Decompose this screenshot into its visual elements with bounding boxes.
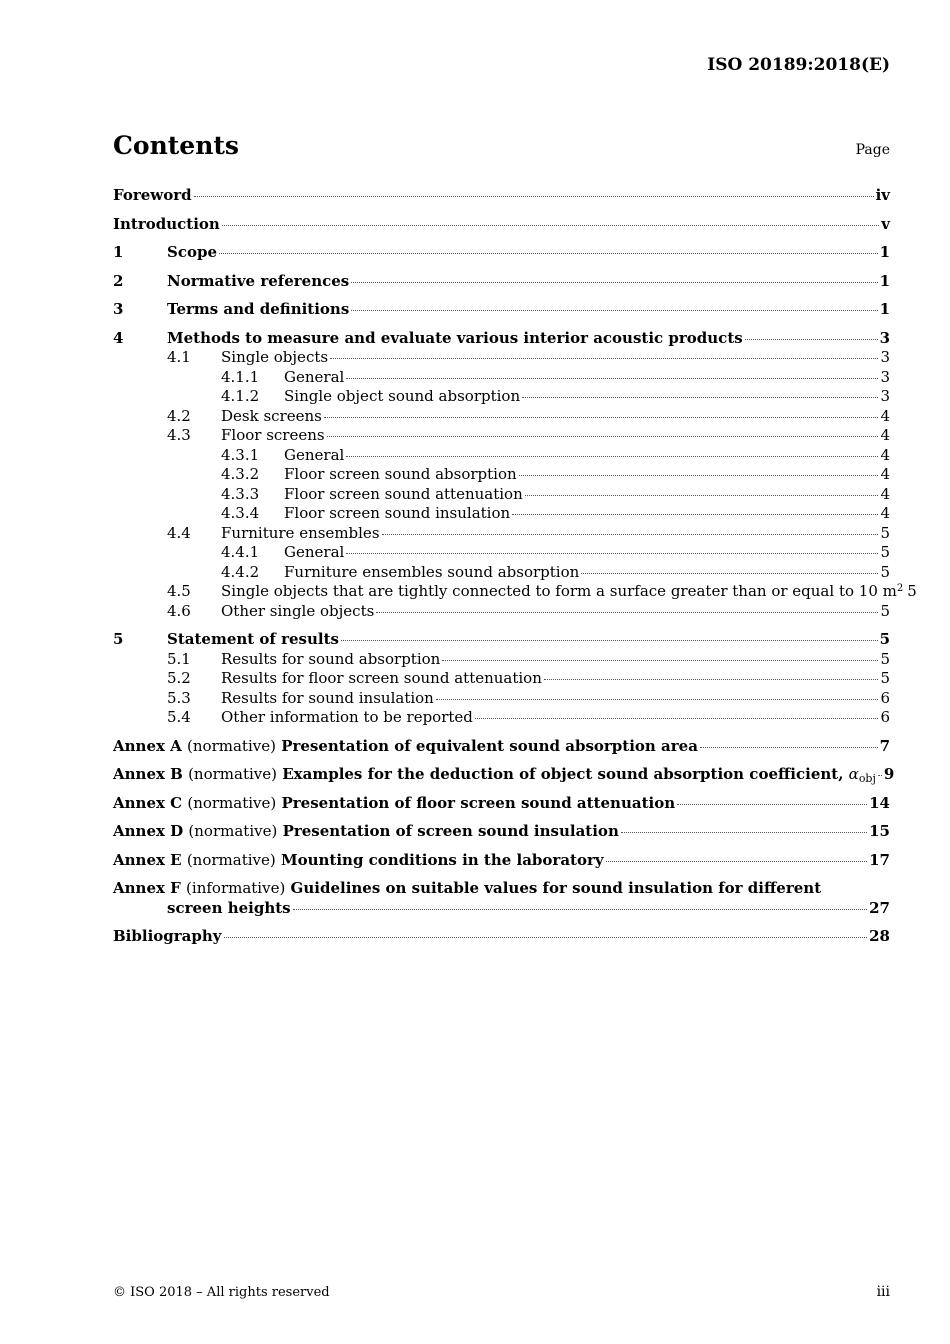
toc-entry-page: 28 <box>869 927 890 945</box>
toc-entry-4-1-1[interactable] <box>113 368 890 388</box>
toc-entry-foreword[interactable] <box>113 186 890 206</box>
toc-entry-normative-references[interactable] <box>113 272 890 292</box>
toc-entry-page: 1 <box>879 300 890 318</box>
toc-entry-number: 4.3.3 <box>221 484 260 503</box>
toc-entry-annex-d[interactable] <box>113 822 890 842</box>
toc-entry-title: General <box>284 445 345 464</box>
dot-leader <box>519 474 879 476</box>
toc-entry-annex-b[interactable] <box>113 765 895 785</box>
dot-leader <box>700 746 878 748</box>
copyright-notice: © ISO 2018 – All rights reserved <box>113 1285 330 1300</box>
toc-entry-page: 7 <box>879 736 890 755</box>
toc-entry-4-1-2[interactable] <box>113 387 890 407</box>
toc-entry-number: 4.4.2 <box>221 562 260 581</box>
toc-entry-title: Floor screen sound attenuation <box>284 484 523 503</box>
toc-entry-page: 17 <box>869 850 890 869</box>
toc-entry-page: 3 <box>879 328 890 347</box>
toc-entry-annex-f-continuation[interactable] <box>113 899 890 919</box>
annex-type: (normative) <box>187 736 276 755</box>
dot-leader <box>324 416 879 418</box>
toc-entry-number: 5.3 <box>167 688 191 707</box>
annex-label: Annex E <box>113 850 182 869</box>
toc-entry-4-4-2[interactable] <box>113 563 890 583</box>
dot-leader <box>544 678 879 680</box>
toc-entry-title-text: Single objects that are tightly connected to form a surface greater than or equal to 10 m <box>221 582 897 600</box>
dot-leader <box>327 435 879 437</box>
toc-entry-title <box>113 822 619 842</box>
superscript: 2 <box>896 583 904 594</box>
toc-entry-annex-f[interactable] <box>113 879 890 899</box>
toc-entry-title: Methods to measure and evaluate various interior acoustic products <box>167 328 743 347</box>
dot-leader <box>376 611 878 613</box>
toc-entry-page: 5 <box>880 649 890 668</box>
dot-leader <box>341 639 878 641</box>
toc-entry-number: 1 <box>113 243 124 261</box>
toc-entry-title <box>221 582 903 604</box>
toc-entry-title <box>113 851 604 871</box>
toc-entry-page: 4 <box>880 484 890 503</box>
dot-leader <box>522 396 878 398</box>
toc-entry-title: Statement of results <box>167 630 339 648</box>
annex-label: Annex A <box>113 736 182 755</box>
annex-title: Presentation of equivalent sound absorption area <box>281 736 698 755</box>
dot-leader <box>293 908 868 910</box>
toc-entry-number: 5.2 <box>167 669 191 687</box>
toc-entry-title: Other information to be reported <box>221 708 473 726</box>
toc-entry-title: Terms and definitions <box>167 300 350 318</box>
dot-leader <box>525 494 879 496</box>
annex-title: Presentation of floor screen sound attenuation <box>281 793 676 812</box>
toc-entry-title: Results for floor screen sound attenuation <box>221 669 542 687</box>
dot-leader <box>621 831 867 833</box>
toc-entry-4-5[interactable] <box>113 582 917 602</box>
annex-type: (normative) <box>188 765 277 783</box>
toc-entry-number: 4.3 <box>167 426 191 444</box>
annex-title: Mounting conditions in the laboratory <box>280 850 604 869</box>
dot-leader <box>382 533 879 535</box>
toc-entry-title: Floor screens <box>221 426 325 444</box>
annex-type: (normative) <box>188 822 278 840</box>
toc-entry-page: 1 <box>879 243 890 261</box>
dot-leader <box>330 357 878 359</box>
dot-leader <box>346 455 878 457</box>
toc-entry-page: 14 <box>869 793 890 812</box>
dot-leader <box>219 252 878 254</box>
toc-entry-page: 15 <box>869 822 890 840</box>
annex-type: (informative) <box>186 879 286 897</box>
toc-entry-5-3[interactable] <box>113 689 890 709</box>
alpha-symbol: α <box>848 765 859 783</box>
toc-entry-annex-c[interactable] <box>113 794 890 814</box>
toc-entry-title: Results for sound insulation <box>221 688 434 707</box>
annex-type: (normative) <box>187 793 277 812</box>
toc-entry-title: General <box>284 543 345 561</box>
toc-entry-5-4[interactable] <box>113 708 890 728</box>
toc-entry-page: 3 <box>880 367 890 386</box>
toc-entry-introduction[interactable] <box>113 215 890 235</box>
toc-entry-4-3-4[interactable] <box>113 504 890 524</box>
dot-leader <box>475 717 879 719</box>
toc-entry-title: Single object sound absorption <box>284 387 521 405</box>
toc-entry-page: 1 <box>879 271 890 290</box>
toc-entry-page: 5 <box>880 523 890 542</box>
dot-leader <box>745 338 878 340</box>
toc-entry-number: 2 <box>113 271 124 290</box>
dot-leader <box>606 860 868 862</box>
toc-entry-title: Foreword <box>113 186 192 204</box>
annex-label: Annex D <box>113 822 184 840</box>
toc-entry-4-4[interactable] <box>113 524 890 544</box>
toc-entry-page: 4 <box>880 406 890 425</box>
toc-entry-page: 27 <box>869 898 890 917</box>
contents-title: Contents <box>113 131 240 160</box>
annex-label: Annex B <box>113 765 183 783</box>
toc-entry-4-6[interactable] <box>113 602 890 622</box>
toc-entry-title: General <box>284 367 345 386</box>
toc-entry-4-3-2[interactable] <box>113 465 890 485</box>
dot-leader <box>351 281 877 283</box>
toc-entry-page: 5 <box>880 669 890 687</box>
toc-entry-4-3-3[interactable] <box>113 485 890 505</box>
toc-entry-4-1[interactable] <box>113 348 890 368</box>
toc-entry-page: 9 <box>883 765 895 783</box>
toc-entry-page: 3 <box>880 387 890 405</box>
toc-entry-4-4-1[interactable] <box>113 543 890 563</box>
toc-entry-title: Furniture ensembles sound absorption <box>284 562 580 581</box>
toc-entry-title <box>113 794 675 814</box>
toc-entry-number: 4.6 <box>167 601 191 620</box>
toc-entry-page: 3 <box>880 348 890 366</box>
document-id: ISO 20189:2018(E) <box>707 55 890 75</box>
toc-entry-statement-results[interactable] <box>113 630 890 650</box>
toc-entry-number: 5.4 <box>167 708 191 726</box>
toc-entry-page: 4 <box>880 426 890 444</box>
toc-entry-title: Other single objects <box>221 601 375 620</box>
toc-entry-page: 6 <box>880 708 890 726</box>
toc-entry-number: 4.1 <box>167 348 191 366</box>
toc-entry-title: Floor screen sound insulation <box>284 504 511 522</box>
toc-entry-title: Single objects <box>221 348 329 366</box>
toc-entry-number: 4.4.1 <box>221 543 260 561</box>
toc-entry-title: Desk screens <box>221 406 322 425</box>
toc-entry-page: 5 <box>880 562 890 581</box>
toc-entry-page: iv <box>875 186 890 204</box>
toc-entry-4-3[interactable] <box>113 426 890 446</box>
dot-leader <box>436 698 879 700</box>
annex-label: Annex F <box>113 879 181 897</box>
toc-entry-number: 5 <box>113 630 124 648</box>
toc-entry-methods[interactable] <box>113 329 890 349</box>
dot-leader <box>351 309 877 311</box>
toc-entry-terms-definitions[interactable] <box>113 300 890 320</box>
toc-entry-number: 4.1.2 <box>221 387 260 405</box>
table-of-contents <box>113 186 917 947</box>
dot-leader <box>581 572 878 574</box>
toc-entry-page: 4 <box>880 504 890 522</box>
dot-leader <box>878 774 882 776</box>
toc-entry-page: 5 <box>880 601 890 620</box>
toc-entry-page: 5 <box>880 543 890 561</box>
toc-entry-number: 5.1 <box>167 649 191 668</box>
dot-leader <box>194 195 874 197</box>
toc-entry-scope[interactable] <box>113 243 890 263</box>
dot-leader <box>512 513 878 515</box>
page-number: iii <box>876 1284 890 1300</box>
annex-title: Presentation of screen sound insulation <box>282 822 619 840</box>
toc-entry-number: 4.5 <box>167 582 191 600</box>
annex-title: Guidelines on suitable values for sound insulation for different <box>290 879 822 897</box>
toc-entry-number: 4.2 <box>167 406 191 425</box>
dot-leader <box>346 552 878 554</box>
toc-entry-annex-a[interactable] <box>113 737 890 757</box>
toc-entry-annex-e[interactable] <box>113 851 890 871</box>
page-column-label: Page <box>855 142 890 158</box>
toc-entry-title <box>113 737 698 757</box>
toc-entry-4-3-1[interactable] <box>113 446 890 466</box>
toc-entry-number: 4 <box>113 328 124 347</box>
toc-entry-number: 3 <box>113 300 124 318</box>
dot-leader <box>346 377 878 379</box>
dot-leader <box>222 224 879 226</box>
annex-type: (normative) <box>186 850 276 869</box>
dot-leader <box>224 936 868 938</box>
toc-entry-title <box>113 879 821 899</box>
toc-entry-4-2[interactable] <box>113 407 890 427</box>
toc-entry-title: Floor screen sound absorption <box>284 465 517 483</box>
subscript: obj <box>858 772 876 785</box>
toc-entry-5-2[interactable] <box>113 669 890 689</box>
toc-entry-number: 4.3.2 <box>221 465 260 483</box>
toc-entry-title: Scope <box>167 243 218 261</box>
toc-entry-page: v <box>881 214 890 233</box>
toc-entry-5-1[interactable] <box>113 650 890 670</box>
toc-entry-number: 4.3.4 <box>221 504 260 522</box>
toc-entry-page: 4 <box>880 445 890 464</box>
toc-entry-number: 4.4 <box>167 523 191 542</box>
toc-entry-title: Bibliography <box>113 927 222 945</box>
toc-entry-bibliography[interactable] <box>113 927 890 947</box>
dot-leader <box>442 659 878 661</box>
toc-entry-number: 4.3.1 <box>221 445 260 464</box>
annex-label: Annex C <box>113 793 183 812</box>
toc-entry-page: 4 <box>880 465 890 483</box>
toc-entry-page: 6 <box>880 688 890 707</box>
toc-entry-title <box>113 765 876 786</box>
dot-leader <box>677 803 867 805</box>
toc-entry-title: Normative references <box>167 271 350 290</box>
toc-entry-title: Results for sound absorption <box>221 649 441 668</box>
toc-entry-title: Furniture ensembles <box>221 523 380 542</box>
toc-entry-number: 4.1.1 <box>221 367 260 386</box>
annex-title: Examples for the deduction of object sound absorption coefficient, <box>282 765 844 783</box>
toc-entry-page: 5 <box>907 582 917 600</box>
toc-entry-title: Introduction <box>113 214 220 233</box>
annex-title-continuation: screen heights <box>167 898 291 917</box>
toc-entry-page: 5 <box>879 630 890 648</box>
